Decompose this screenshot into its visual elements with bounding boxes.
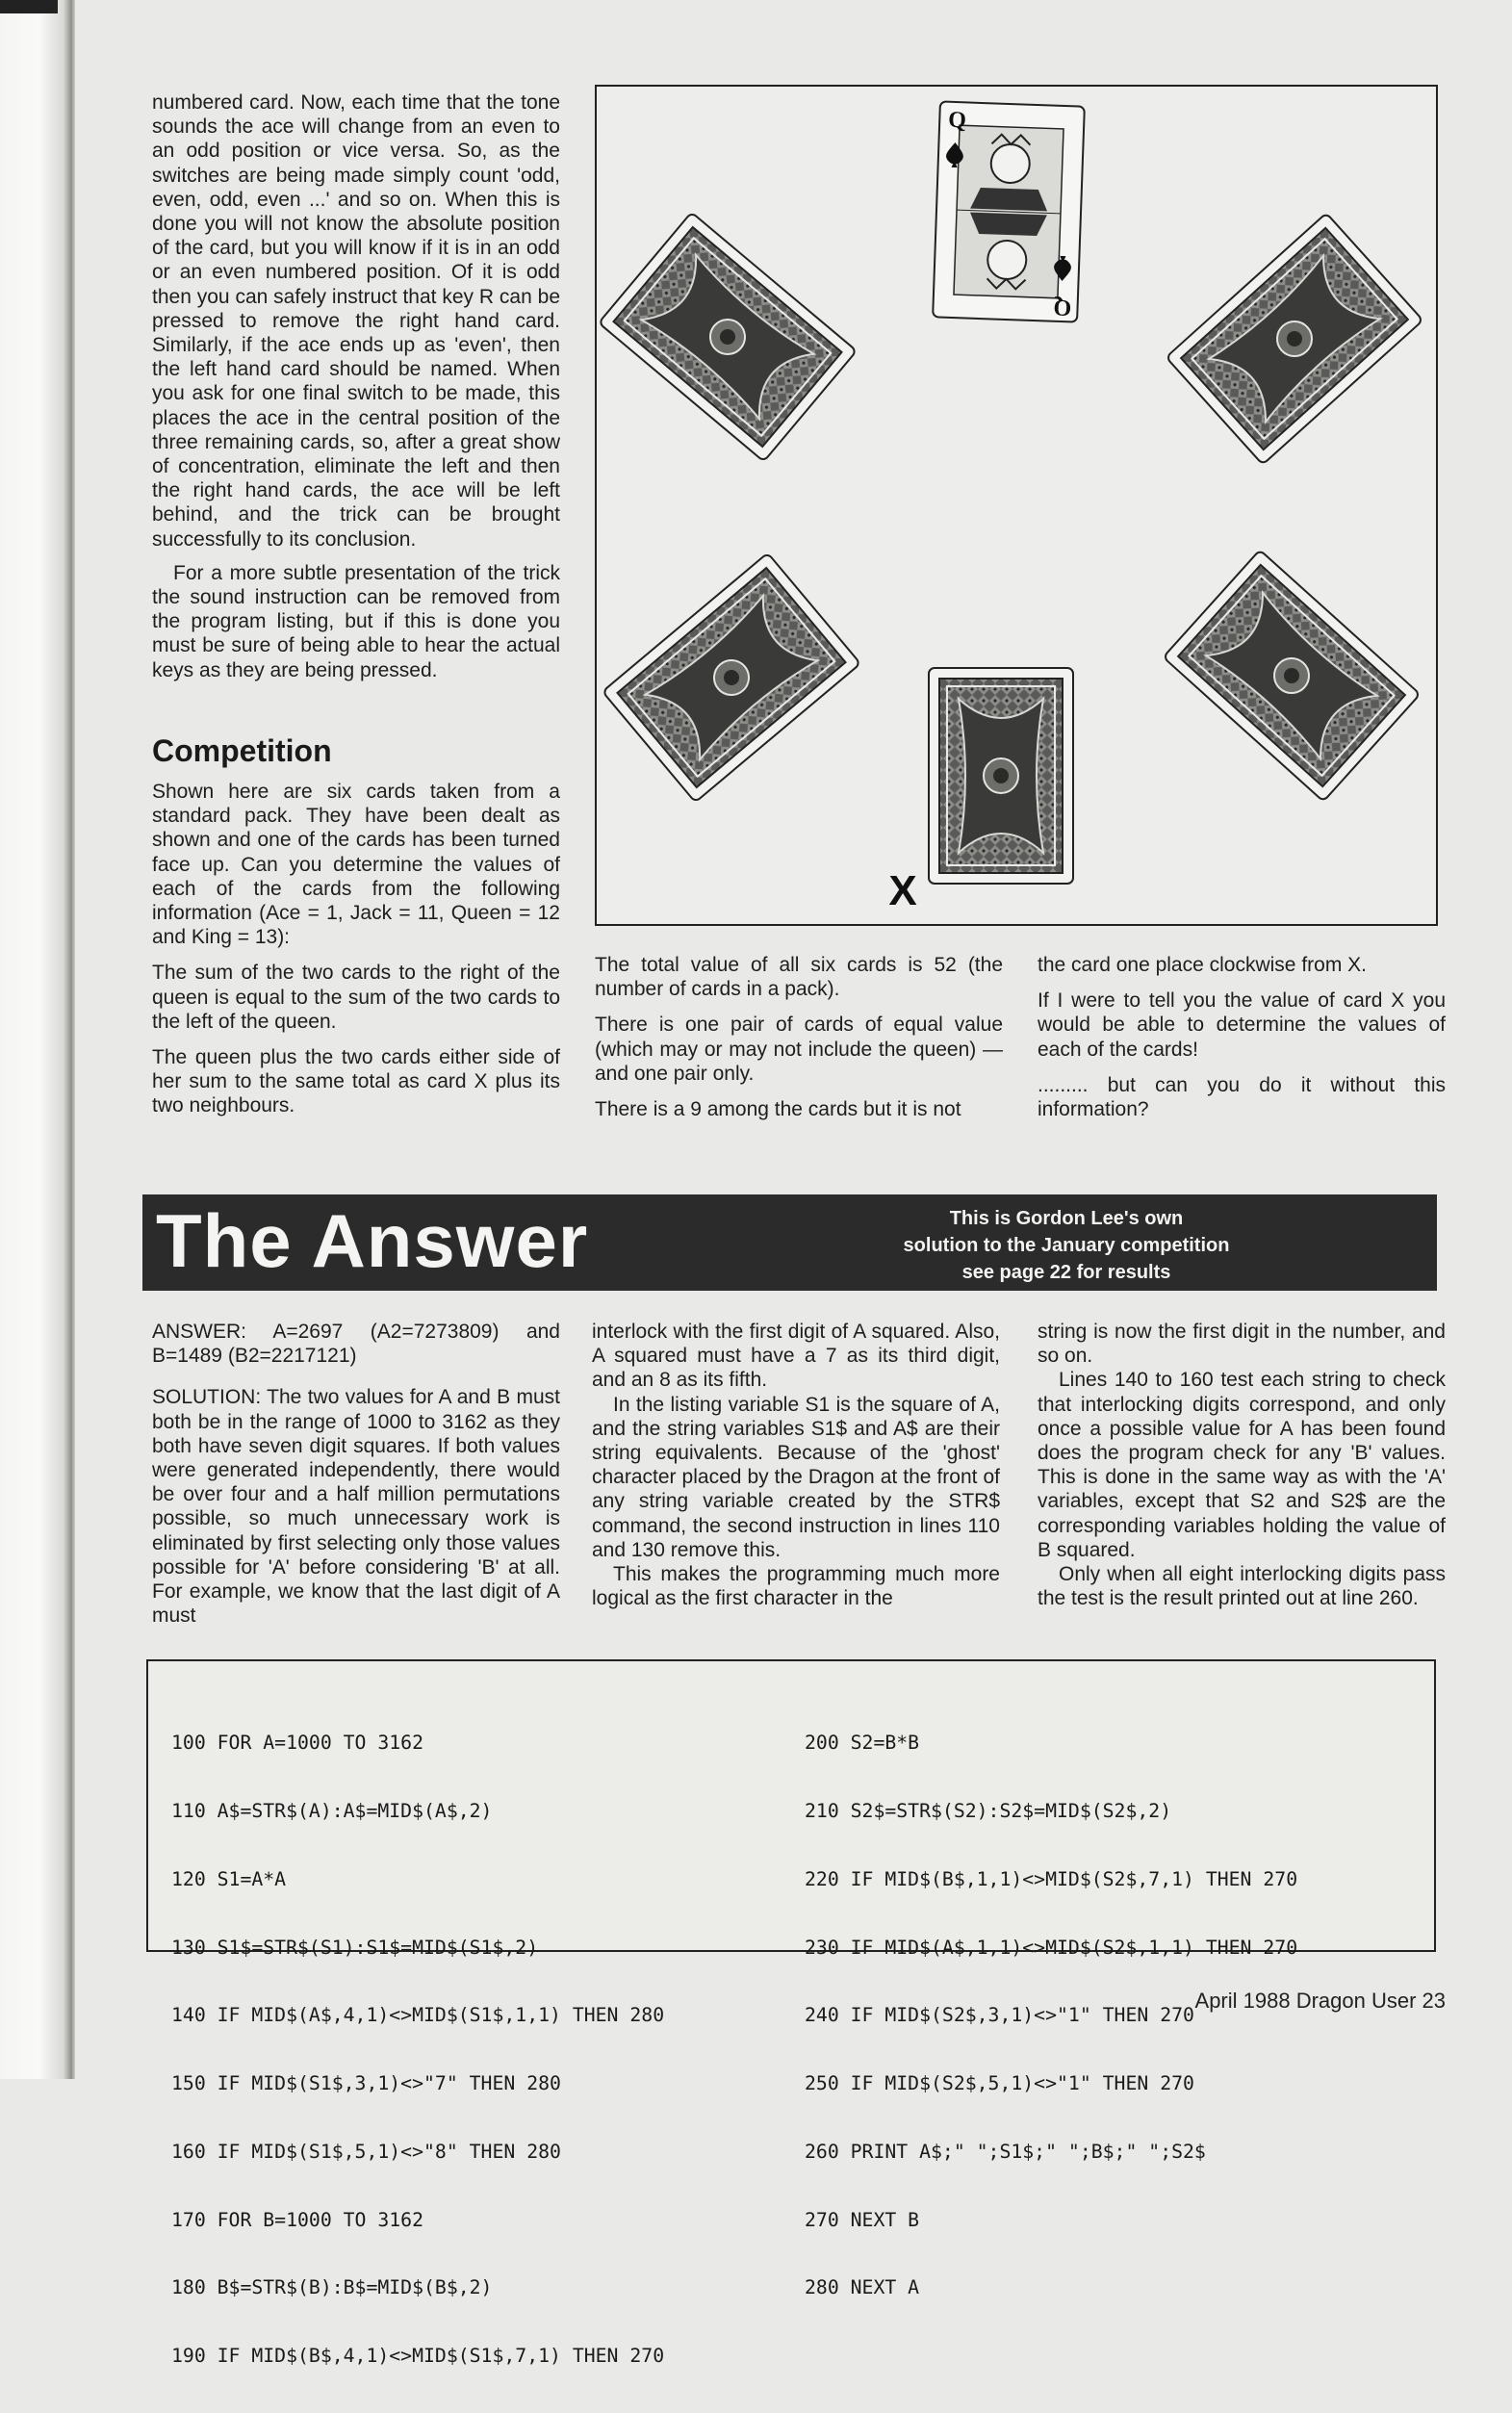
card-back-upper-right: [1166, 213, 1423, 464]
card-back-x: [929, 668, 1073, 884]
answer-subtitle-line: solution to the January competition: [903, 1235, 1230, 1256]
code-line: 280 NEXT A: [805, 2276, 920, 2299]
answer-paragraph: ANSWER: A=2697 (A2=7273809) and B=1489 (B2=2217121): [152, 1321, 560, 1368]
code-line: 130 S1$=STR$(S1):S1$=MID$(S1$,2): [171, 1936, 539, 1959]
answer-column-2: [592, 1320, 1000, 1610]
competition-clue: the card one place clockwise from X.: [1038, 954, 1367, 976]
code-line: 110 A$=STR$(A):A$=MID$(A$,2): [171, 1799, 493, 1822]
code-line: 140 IF MID$(A$,4,1)<>MID$(S1$,1,1) THEN 280: [171, 2004, 665, 2027]
answer-subtitle-line: This is Gordon Lee's own: [949, 1208, 1184, 1229]
article-left-column: [152, 90, 560, 682]
competition-intro: Shown here are six cards taken from a standard pack. They have been dealt as shown and one of the cards has been turned face up. Can you determine the values of each of the cards from the following information (Ace = 1, Jack = 11, Queen = 12 and King = 13):: [152, 781, 560, 949]
card-back-lower-right: [1164, 550, 1421, 801]
competition-left-text: [152, 780, 560, 1118]
competition-clue: The total value of all six cards is 52 (the number of cards in a pack).: [595, 954, 1003, 1001]
competition-clue: If I were to tell you the value of card X you would be able to determine the values of each of the cards!: [1038, 989, 1446, 1061]
card-rank-bottom: Q: [1053, 294, 1072, 321]
card-puzzle-figure: [595, 85, 1438, 926]
code-line: 160 IF MID$(S1$,5,1)<>"8" THEN 280: [171, 2140, 561, 2163]
answer-paragraph: In the listing variable S1 is the square of A, and the string variables S1$ and A$ are their string equivalents. Because of the 'ghost' character placed by the Dragon at the front of any string variable created by the STR$ command, the second instruction in lines 110 and 130 remove this.: [592, 1393, 1000, 1561]
competition-clue: There is one pair of cards of equal value (which may or may not include the queen) — and one pair only.: [595, 1014, 1003, 1085]
article-paragraph: For a more subtle presentation of the trick the sound instruction can be removed from the program listing, but if this is done you must be sure of being able to hear the actual keys as they are being pressed.: [152, 561, 560, 681]
code-line: 220 IF MID$(B$,1,1)<>MID$(S2$,7,1) THEN 270: [805, 1867, 1298, 1890]
card-rank-top: Q: [947, 107, 967, 134]
code-line: 260 PRINT A$;" ";S1$;" ";B$;" ";S2$: [805, 2140, 1206, 2163]
queen-of-spades-card: [933, 101, 1085, 321]
card-layout-diagram: [597, 87, 1436, 924]
code-line: 120 S1=A*A: [171, 1867, 287, 1890]
code-line: 250 IF MID$(S2$,5,1)<>"1" THEN 270: [805, 2072, 1194, 2095]
program-listing-left: [171, 1686, 664, 2413]
code-line: 150 IF MID$(S1$,3,1)<>"7" THEN 280: [171, 2072, 561, 2095]
code-line: 170 FOR B=1000 TO 3162: [171, 2208, 424, 2231]
code-line: 230 IF MID$(A$,1,1)<>MID$(S2$,1,1) THEN 270: [805, 1936, 1298, 1959]
code-line: 270 NEXT B: [805, 2208, 920, 2231]
answer-heading: The Answer: [156, 1198, 589, 1283]
competition-clue: The sum of the two cards to the right of the queen is equal to the sum of the two cards to the left of the queen.: [152, 962, 560, 1033]
answer-paragraph: Only when all eight interlocking digits pass the test is the result printed out at line 260.: [1038, 1563, 1446, 1610]
answer-paragraph: Lines 140 to 160 test each string to check that interlocking digits correspond, and only once a possible value for A has been found does the program check for any 'B' values. This is done in the same way as with the 'A' variables, except that S2 and S2$ are the corresponding variables holding the value of B squared.: [1038, 1369, 1446, 1561]
card-back-lower-left: [602, 553, 860, 803]
answer-column-3: [1038, 1320, 1446, 1610]
code-line: 240 IF MID$(S2$,3,1)<>"1" THEN 270: [805, 2004, 1194, 2027]
competition-heading: Competition: [152, 733, 332, 768]
scan-edge-mark: [0, 0, 58, 13]
code-line: 100 FOR A=1000 TO 3162: [171, 1732, 424, 1755]
answer-subtitle: [835, 1205, 1297, 1286]
answer-paragraph: SOLUTION: The two values for A and B must both be in the range of 1000 to 3162 as they both have seven digit squares. If both values were generated independently, there would be over four and a half million permutations possible, so much unnecessary work is eliminated by first selecting only those values possible for 'A' before considering 'B' at all. For example, we know that the last digit of A must: [152, 1386, 560, 1628]
answer-paragraph: string is now the first digit in the number, and so on.: [1038, 1321, 1446, 1368]
code-line: 200 S2=B*B: [805, 1732, 920, 1755]
program-listing-right: [805, 1686, 1297, 2345]
code-line: 180 B$=STR$(B):B$=MID$(B$,2): [171, 2276, 493, 2299]
answer-column-1: [152, 1320, 560, 1628]
code-line: 190 IF MID$(B$,4,1)<>MID$(S1$,7,1) THEN 270: [171, 2345, 665, 2368]
competition-clue: ......... but can you do it without this information?: [1038, 1073, 1446, 1121]
competition-clue: There is a 9 among the cards but it is not: [595, 1098, 961, 1121]
answer-paragraph: This makes the programming much more logical as the first character in the: [592, 1563, 1000, 1610]
card-back-upper-left: [599, 213, 857, 462]
answer-paragraph: interlock with the first digit of A squared. Also, A squared must have a 7 as its third digit, and an 8 as its fifth.: [592, 1321, 1000, 1392]
code-line: 210 S2$=STR$(S2):S2$=MID$(S2$,2): [805, 1799, 1172, 1822]
competition-middle-text: [595, 953, 1003, 1121]
page-binding: [0, 0, 75, 2079]
page-footer: April 1988 Dragon User 23: [1194, 1989, 1446, 2013]
competition-clue: The queen plus the two cards either side of her sum to the same total as card X plus its two neighbours.: [152, 1046, 560, 1117]
card-x-label: X: [888, 867, 917, 914]
article-paragraph: numbered card. Now, each time that the tone sounds the ace will change from an even to an odd position or vice versa. So, as the switches are being made simply count 'odd, even, odd, even ...' and so on. When this is done you will not know the absolute position of the card, but you will know if it is in an odd or an even numbered position. Of it is odd then you can safely instruct that key R can be pressed to remove the right hand card. Similarly, if the ace ends up as 'even', then the left hand card should be named. When you ask for one final switch to be made, this places the ace in the central position of the three remaining cards, so, after a great show of concentration, eliminate the left and then the right hand cards, the ace will be left behind, and the trick can be brought successfully to its conclusion.: [152, 91, 560, 551]
answer-subtitle-line: see page 22 for results: [961, 1262, 1171, 1283]
competition-right-text: [1038, 953, 1446, 1121]
